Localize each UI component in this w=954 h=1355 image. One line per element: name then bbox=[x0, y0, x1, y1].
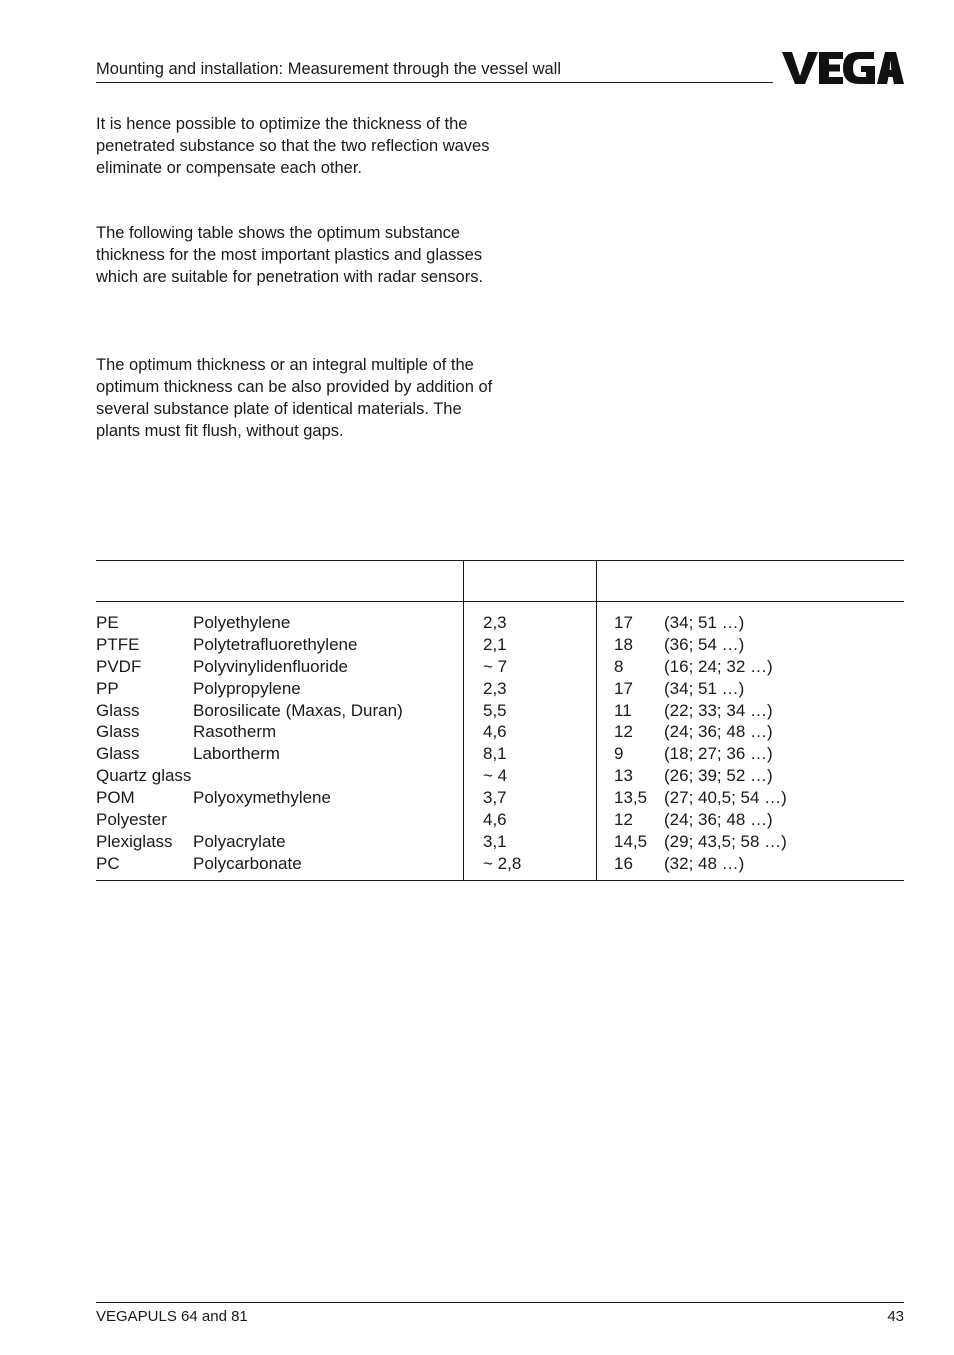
table-row bbox=[96, 853, 904, 875]
thickness-multiples: (27; 40,5; 54 …) bbox=[664, 788, 787, 808]
thickness-multiples: (18; 27; 36 …) bbox=[664, 744, 773, 764]
optimum-thickness: 14,5 bbox=[614, 831, 648, 851]
table-row bbox=[96, 612, 904, 634]
permittivity-value: 8,1 bbox=[483, 744, 507, 764]
material-abbr: Plexiglass bbox=[96, 831, 173, 851]
intro-paragraph-2: The following table shows the optimum substance thickness for the most important plastics and glasses which are suitable for penetration with radar sensors. bbox=[96, 224, 484, 286]
material-abbr: PC bbox=[96, 853, 120, 873]
header-divider bbox=[96, 82, 773, 83]
thickness-multiples: (36; 54 …) bbox=[664, 634, 745, 654]
permittivity-value: ~ 7 bbox=[483, 656, 508, 676]
table-row bbox=[96, 721, 904, 743]
material-name: Polypropylene bbox=[193, 678, 301, 698]
thickness-multiples: (16; 24; 32 …) bbox=[664, 656, 773, 676]
optimum-thickness: 11 bbox=[614, 700, 632, 720]
thickness-multiples: (22; 33; 34 …) bbox=[664, 700, 773, 720]
material-abbr: Glass bbox=[96, 722, 140, 742]
material-name: Polytetrafluorethylene bbox=[193, 634, 358, 654]
optimum-thickness: 8 bbox=[614, 656, 624, 676]
material-abbr: PE bbox=[96, 613, 119, 632]
thickness-multiples: (34; 51 …) bbox=[664, 678, 745, 698]
optimum-thickness: 9 bbox=[614, 744, 624, 764]
table-body bbox=[96, 612, 904, 875]
material-abbr: Glass bbox=[96, 744, 140, 764]
vega-logo bbox=[782, 50, 904, 86]
table-row bbox=[96, 700, 904, 722]
material-abbr: PTFE bbox=[96, 634, 140, 654]
table-row bbox=[96, 678, 904, 700]
intro-paragraph-1: It is hence possible to optimize the thickness of the penetrated substance so that the two reflection waves eliminate or compensate each other. bbox=[96, 115, 490, 177]
material-name: Polycarbonate bbox=[193, 853, 302, 873]
material-abbr: Polyester bbox=[96, 810, 167, 830]
table-top-rule bbox=[96, 560, 904, 561]
material-name: Labortherm bbox=[193, 744, 280, 764]
material-name: Polyoxymethylene bbox=[193, 788, 331, 808]
table-row bbox=[96, 765, 904, 787]
permittivity-value: 3,7 bbox=[483, 788, 507, 808]
material-name: Polyacrylate bbox=[193, 831, 286, 851]
table-row bbox=[96, 743, 904, 765]
footer-divider bbox=[96, 1302, 904, 1303]
footer-product-name: VEGAPULS 64 and 81 bbox=[96, 1308, 248, 1325]
permittivity-value: 2,1 bbox=[483, 634, 507, 654]
table-header-rule bbox=[96, 601, 904, 602]
material-abbr: PVDF bbox=[96, 656, 142, 676]
table-row bbox=[96, 634, 904, 656]
material-abbr: PP bbox=[96, 678, 119, 698]
optimum-thickness: 12 bbox=[614, 722, 633, 742]
thickness-multiples: (32; 48 …) bbox=[664, 853, 745, 873]
permittivity-value: 2,3 bbox=[483, 678, 507, 698]
material-name: Polyvinylidenfluoride bbox=[193, 656, 348, 676]
permittivity-value: 4,6 bbox=[483, 722, 507, 742]
thickness-multiples: (34; 51 …) bbox=[664, 613, 745, 632]
material-name: Rasotherm bbox=[193, 722, 277, 742]
table-bottom-rule bbox=[96, 880, 904, 881]
thickness-multiples: (24; 36; 48 …) bbox=[664, 722, 773, 742]
permittivity-value: 2,3 bbox=[483, 613, 507, 632]
material-abbr: Quartz glass bbox=[96, 766, 192, 786]
permittivity-value: ~ 4 bbox=[483, 766, 508, 786]
thickness-multiples: (29; 43,5; 58 …) bbox=[664, 831, 787, 851]
thickness-multiples: (24; 36; 48 …) bbox=[664, 810, 773, 830]
optimum-thickness: 16 bbox=[614, 853, 633, 873]
optimum-thickness: 12 bbox=[614, 810, 633, 830]
material-name: Borosilicate (Maxas, Duran) bbox=[193, 700, 403, 720]
permittivity-value: 5,5 bbox=[483, 700, 507, 720]
optimum-thickness: 18 bbox=[614, 634, 633, 654]
thickness-multiples: (26; 39; 52 …) bbox=[664, 766, 773, 786]
permittivity-value: 4,6 bbox=[483, 810, 507, 830]
page-number: 43 bbox=[887, 1308, 904, 1325]
optimum-thickness: 13 bbox=[614, 766, 633, 786]
intro-paragraph-3: The optimum thickness or an integral multiple of the optimum thickness can be also provided by addition of several substance plate of identical materials. The plants must fit flush, without gaps. bbox=[96, 356, 493, 440]
material-abbr: POM bbox=[96, 788, 135, 808]
table-row bbox=[96, 831, 904, 853]
table-row bbox=[96, 787, 904, 809]
optimum-thickness: 13,5 bbox=[614, 788, 648, 808]
material-name: Polyethylene bbox=[193, 613, 291, 632]
permittivity-value: 3,1 bbox=[483, 831, 507, 851]
substance-thickness-table bbox=[96, 560, 904, 882]
table-row bbox=[96, 656, 904, 678]
permittivity-value: ~ 2,8 bbox=[483, 853, 522, 873]
optimum-thickness: 17 bbox=[614, 613, 633, 632]
header-title: Mounting and installation: Measurement through the vessel wall bbox=[96, 60, 562, 78]
material-abbr: Glass bbox=[96, 700, 140, 720]
table-row bbox=[96, 809, 904, 831]
optimum-thickness: 17 bbox=[614, 678, 633, 698]
